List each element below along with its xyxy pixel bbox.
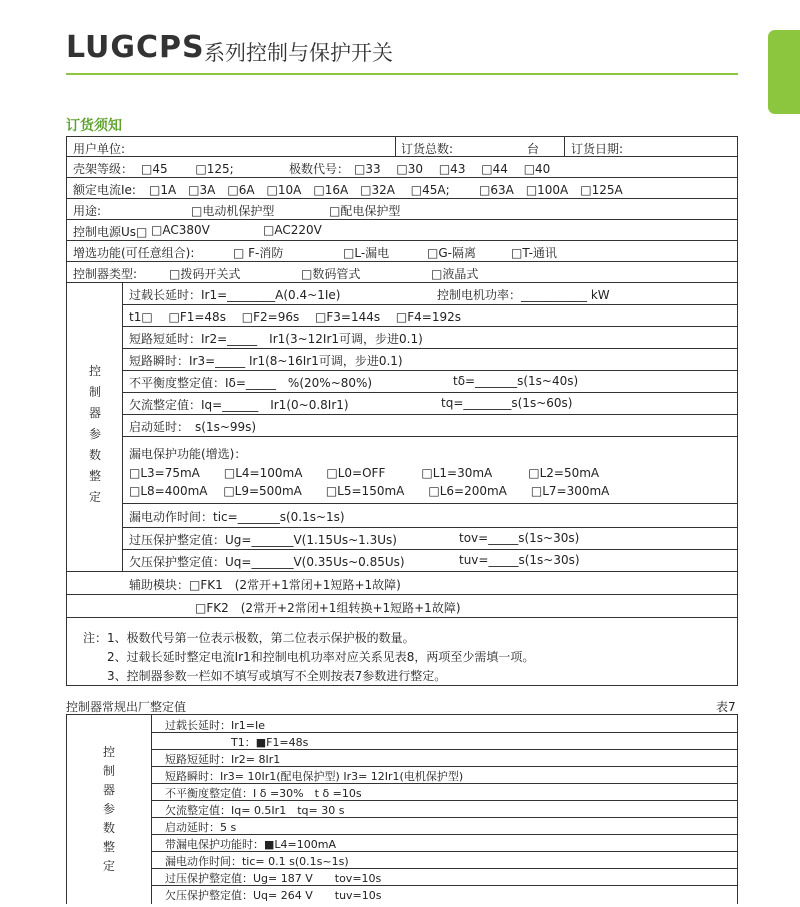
leak-time-field[interactable]: 漏电动作时间：tic=_______s(0.1s~1s) (129, 510, 345, 524)
usage-label: 用途: (73, 204, 102, 218)
notes-box (66, 618, 738, 686)
controller-params-block (66, 283, 738, 572)
controller-params-vertical-label: 控 制 器 参 数 整 定 (88, 364, 101, 504)
addon-label: 增选功能(可任意组合): (73, 246, 195, 260)
short-delay-row (123, 327, 737, 349)
t1-row (123, 305, 737, 327)
usage-motor-option[interactable]: □电动机保护型 (191, 204, 275, 218)
start-delay-row (123, 415, 737, 437)
aux-fk1-option[interactable]: 辅助模块：□FK1 (2常开+1常闭+1短路+1故障) (129, 578, 401, 592)
usage-distribution-option[interactable]: □配电保护型 (329, 204, 401, 218)
table7 (66, 714, 738, 904)
overvoltage-row (123, 528, 737, 550)
order-form (66, 136, 738, 686)
note-1: 注：1、极数代号第一位表示极数，第二位表示保护极的数量。 (83, 631, 415, 645)
overload-field[interactable]: 过载长延时：Ir1=________A(0.4~1Ie) (129, 288, 341, 302)
undercurrent-row (123, 393, 737, 415)
table7-row: 漏电动作时间：tic= 0.1 s(0.1s~1s) (151, 851, 737, 869)
header-divider (66, 73, 738, 75)
control-power-label[interactable]: 控制电源Us□ (73, 225, 148, 239)
leakage-options-row2[interactable]: □L8=400mA □L9=500mA □L5=150mA □L6=200mA □L7=300mA (129, 484, 610, 498)
rated-current-options-a[interactable]: □1A □3A □6A □10A □16A □32A □45A; (149, 183, 450, 197)
leak-time-row (123, 504, 737, 528)
table7-number: 表7 (716, 700, 736, 714)
undercurrent-field[interactable]: 欠流整定值：Iq=______ Ir1(0~0.8Ir1) (129, 398, 349, 412)
unbalance-time-field[interactable]: tδ=_______s(1s~40s) (453, 374, 579, 388)
table7-row: 过压保护整定值：Ug= 187 V tov=10s (151, 868, 737, 886)
table7-row: 短路短延时：Ir2= 8Ir1 (151, 749, 737, 767)
overload-row (123, 283, 737, 305)
form-row-user (66, 136, 738, 157)
start-delay-field[interactable]: 启动延时： s(1s~99s) (129, 420, 257, 434)
ctrl-digital-option[interactable]: □数码管式 (301, 267, 361, 281)
note-3: 3、控制器参数一栏如不填写或填写不全则按表7参数进行整定。 (107, 669, 447, 683)
form-row-frame (66, 157, 738, 178)
table7-row: T1：■F1=48s (151, 732, 737, 750)
table7-row: 欠压保护整定值：Uq= 264 V tuv=10s (165, 889, 382, 902)
form-row-current (66, 178, 738, 199)
aux-row-1 (66, 572, 738, 595)
frame-level-label: 壳架等级： (73, 162, 134, 176)
ac220v-option[interactable]: □AC220V (263, 223, 322, 237)
aux-row-2 (66, 595, 738, 618)
table7-row: 欠流整定值：Iq= 0.5Ir1 tq= 30 s (151, 800, 737, 818)
rated-current-options-b[interactable]: □63A □100A □125A (479, 183, 623, 197)
pole-code-label: 极数代号： (289, 162, 350, 176)
short-inst-field[interactable]: 短路瞬时：Ir3=_____ Ir1(8~16Ir1可调，步进0.1) (129, 354, 403, 368)
table7-vertical-label: 控 制 器 参 数 整 定 (102, 745, 115, 873)
section-title: 订货须知 (66, 118, 122, 134)
form-row-ctrl-type (66, 262, 738, 283)
undercurrent-time-field[interactable]: tq=________s(1s~60s) (441, 396, 573, 410)
short-inst-row (123, 349, 737, 371)
overvoltage-field[interactable]: 过压保护整定值：Ug=_______V(1.15Us~1.3Us) (129, 533, 397, 547)
table7-label-col (67, 715, 152, 904)
user-unit-label: 用户单位: (73, 142, 126, 156)
table7-row: 短路瞬时：Ir3= 10Ir1(配电保护型) Ir3= 12Ir1(电机保护型) (151, 766, 737, 784)
undervoltage-time-field[interactable]: tuv=_____s(1s~30s) (459, 553, 580, 567)
leakage-options-row1[interactable]: □L3=75mA □L4=100mA □L0=OFF □L1=30mA □L2=50mA (129, 466, 600, 480)
addon-comm-option[interactable]: □T-通讯 (511, 246, 557, 260)
ctrl-dip-option[interactable]: □拨码开关式 (169, 267, 241, 281)
rated-current-label: 额定电流Ie: (73, 183, 136, 197)
table7-row: 不平衡度整定值：I δ =30% t δ =10s (151, 783, 737, 801)
note-2: 2、过载长延时整定电流Ir1和控制电机功率对应关系见表8，两项至少需填一项。 (107, 650, 535, 664)
addon-leak-option[interactable]: □L-漏电 (343, 246, 390, 260)
addon-isolation-option[interactable]: □G-隔离 (427, 246, 476, 260)
motor-power-field[interactable]: 控制电机功率：___________ kW (437, 288, 610, 302)
unbalance-row (123, 371, 737, 393)
order-date-label: 订货日期: (571, 142, 624, 156)
green-side-tab (768, 30, 800, 114)
short-delay-field[interactable]: 短路短延时：Ir2=_____ Ir1(3~12Ir1可调，步进0.1) (129, 332, 423, 346)
total-qty-label: 订货总数: (401, 142, 454, 156)
brand-title: LUGCPS (66, 30, 205, 65)
leakage-title: 漏电保护功能(增选)： (129, 447, 247, 461)
addon-fire-option[interactable]: □ F-消防 (233, 246, 284, 260)
form-row-usage (66, 199, 738, 220)
unit-label: 台 (527, 142, 540, 156)
frame-level-options[interactable]: □45 □125; (141, 162, 234, 176)
t1-options[interactable]: t1□ □F1=48s □F2=96s □F3=144s □F4=192s (129, 310, 462, 324)
ctrl-lcd-option[interactable]: □液晶式 (431, 267, 479, 281)
unbalance-field[interactable]: 不平衡度整定值：Iδ=_____ %(20%~80%) (129, 376, 373, 390)
aux-fk2-option[interactable]: □FK2 (2常开+2常闭+1组转换+1短路+1故障) (195, 601, 461, 615)
undervoltage-field[interactable]: 欠压保护整定值：Uq=_______V(0.35Us~0.85Us) (129, 555, 405, 569)
pole-code-options[interactable]: □33 □30 □43 □44 □40 (354, 162, 551, 176)
leakage-row (123, 437, 737, 504)
controller-params-label-col (67, 283, 123, 571)
ac380v-option[interactable]: □AC380V (151, 223, 210, 237)
form-row-addon (66, 241, 738, 262)
overvoltage-time-field[interactable]: tov=_____s(1s~30s) (459, 531, 580, 545)
table7-row: 过载长延时：Ir1=Ie (151, 715, 737, 733)
page-subtitle: 系列控制与保护开关 (204, 41, 393, 65)
table7-row: 启动延时：5 s (151, 817, 737, 835)
table7-row: 带漏电保护功能时：■L4=100mA (151, 834, 737, 852)
table7-title: 控制器常规出厂整定值 (66, 700, 187, 714)
form-row-power (66, 220, 738, 241)
undervoltage-row (123, 550, 737, 571)
controller-type-label: 控制器类型: (73, 267, 138, 281)
